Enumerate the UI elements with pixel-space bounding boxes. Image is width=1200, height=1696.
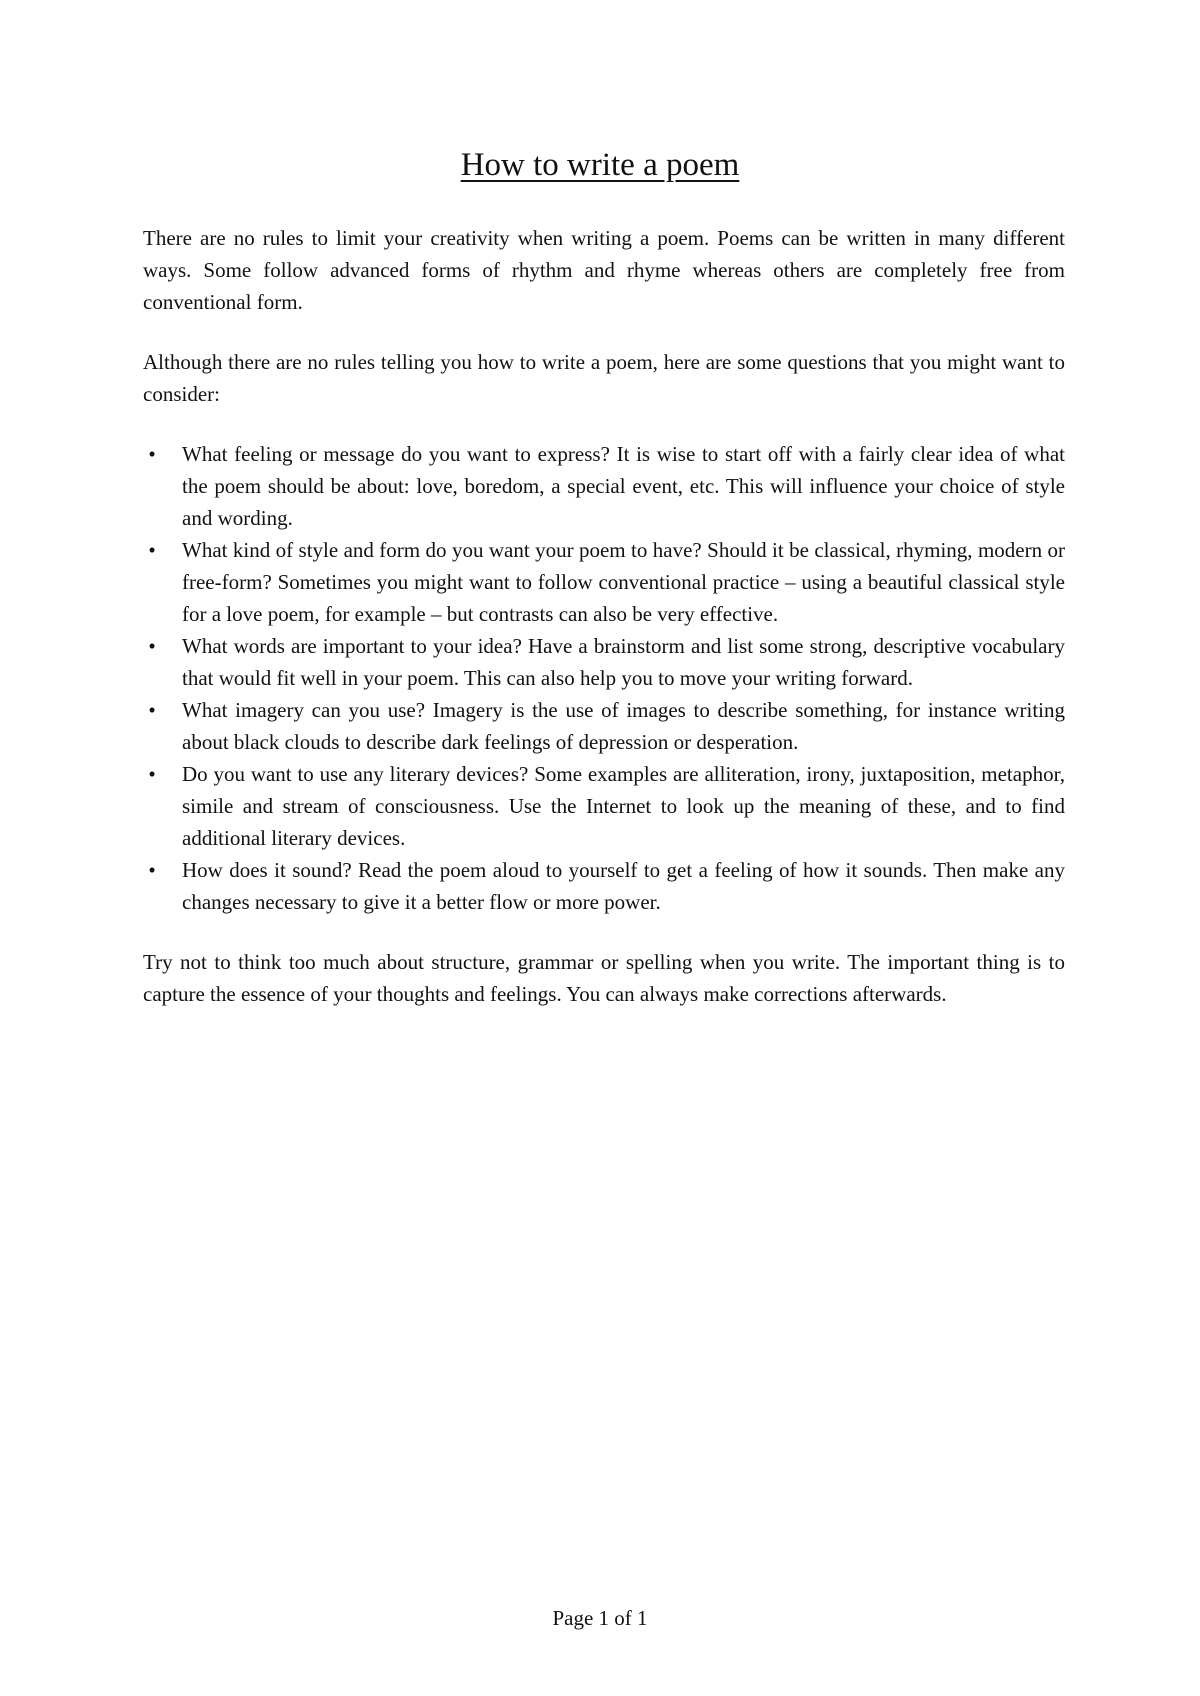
bullet-icon: • [148,442,156,466]
bullet-icon: • [148,698,156,722]
bullet-icon: • [148,858,156,882]
list-item-text: What words are important to your idea? Have a brainstorm and list some strong, descriptive vocabulary that would fit well in your poem. This can also help you to move your writing forward. [182,634,1065,690]
list-item [148,758,1065,854]
list-item-text: Do you want to use any literary devices? Some examples are alliteration, irony, juxtaposition, metaphor, simile and stream of consciousness. Use the Internet to look up the meaning of these, and to find additional literary devices. [182,762,1065,850]
list-item-text: What imagery can you use? Imagery is the use of images to describe something, for instance writing about black clouds to describe dark feelings of depression or desperation. [182,698,1065,754]
bullet-icon: • [148,762,156,786]
intro-paragraph: There are no rules to limit your creativity when writing a poem. Poems can be written in many different ways. Some follow advanced forms of rhythm and rhyme whereas others are completely free from conventional form. [143,226,1065,314]
list-item [148,694,1065,758]
list-item-text: How does it sound? Read the poem aloud to yourself to get a feeling of how it sounds. Then make any changes necessary to give it a better flow or more power. [182,858,1065,914]
questions-list [143,438,1065,918]
bullet-icon: • [148,538,156,562]
list-item [148,438,1065,534]
list-item-text: What kind of style and form do you want your poem to have? Should it be classical, rhyming, modern or free-form? Sometimes you might want to follow conventional practice – using a beautiful classical style for a love poem, for example – but contrasts can also be very effective. [182,538,1065,626]
bullet-icon: • [148,634,156,658]
questions-lead-paragraph: Although there are no rules telling you how to write a poem, here are some questions that you might want to consider: [143,350,1065,406]
list-item [148,854,1065,918]
document-body [143,222,1065,1038]
list-item [148,630,1065,694]
list-item-text: What feeling or message do you want to express? It is wise to start off with a fairly clear idea of what the poem should be about: love, boredom, a special event, etc. This will influence your choice of style and wording. [182,442,1065,530]
document-title: How to write a poem [460,147,740,183]
page-number: Page 1 of 1 [552,1606,648,1630]
list-item [148,534,1065,630]
closing-paragraph: Try not to think too much about structure, grammar or spelling when you write. The important thing is to capture the essence of your thoughts and feelings. You can always make corrections afterwards. [143,950,1065,1006]
